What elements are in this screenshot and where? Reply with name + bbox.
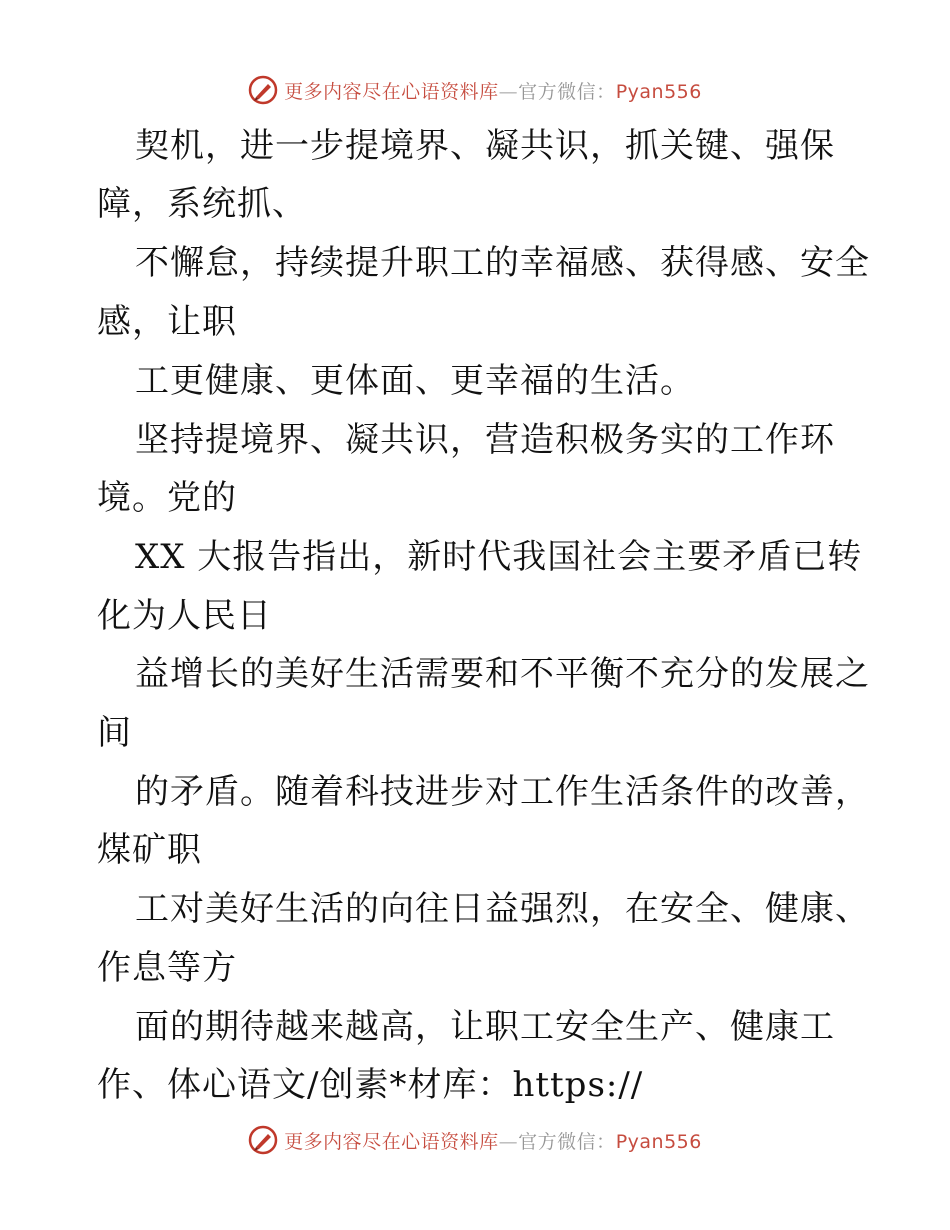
body-line: 作息等方 [97,948,237,988]
body-line: 化为人民日 [97,596,272,636]
body-line: 障，系统抓、 [97,184,307,224]
footer-banner [0,1122,950,1158]
footer-banner-title: 更多内容尽在心语资料库 [284,1130,499,1153]
body-line: 感，让职 [97,302,237,342]
body-line: 工更健康、更体面、更幸福的生活。 [135,361,695,401]
body-line: XX 大报告指出，新时代我国社会主要矛盾已转 [135,537,863,577]
header-banner-handle: Pyan556 [615,80,702,103]
body-line: 作、体心语文/创素*材库：https:// [97,1065,644,1105]
header-banner-title: 更多内容尽在心语资料库 [284,80,499,103]
header-banner-separator: — [498,80,519,103]
pen-logo-icon [248,1125,278,1155]
footer-banner-contact-label: 官方微信： [518,1130,616,1153]
body-line: 煤矿职 [97,830,202,870]
footer-banner-text [284,1127,702,1154]
body-line: 契机，进一步提境界、凝共识，抓关键、强保 [135,126,835,166]
body-line: 益增长的美好生活需要和不平衡不充分的发展之 [135,654,870,694]
body-line: 工对美好生活的向往日益强烈，在安全、健康、 [135,889,870,929]
header-banner-contact-label: 官方微信： [518,80,616,103]
body-line: 面的期待越来越高，让职工安全生产、健康工 [135,1007,835,1047]
pen-logo-icon [248,75,278,105]
footer-banner-handle: Pyan556 [615,1130,702,1153]
body-line: 境。党的 [97,478,237,518]
body-line: 的矛盾。随着科技进步对工作生活条件的改善， [135,772,870,812]
footer-banner-separator: — [498,1130,519,1153]
body-line: 坚持提境界、凝共识，营造积极务实的工作环 [135,420,835,460]
header-banner-text [284,77,702,104]
body-line: 不懈怠，持续提升职工的幸福感、获得感、安全 [135,243,870,283]
header-banner [0,72,950,108]
body-line: 间 [97,713,132,753]
